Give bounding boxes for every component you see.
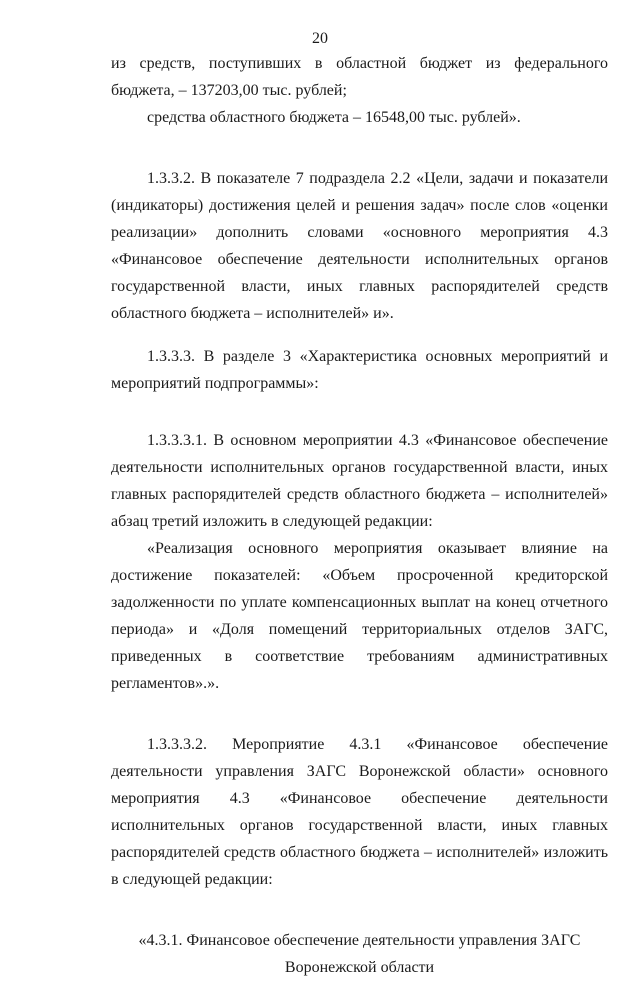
paragraph-budget-federal: из средств, поступивших в областной бюджет из федерального бюджета, – 137203,00 тыс. рублей; xyxy=(111,55,608,99)
paragraph-budget-regional: средства областного бюджета – 16548,00 тыс. рублей». xyxy=(147,109,521,126)
section-heading xyxy=(111,927,608,981)
page-number: 20 xyxy=(312,30,328,47)
paragraph-1-3-3-3-1: 1.3.3.3.1. В основном мероприятии 4.3 «Финансовое обеспечение деятельности исполнительных органов государственной власти, иных главных распорядителей средств областного бюджета – исполнителей» абзац третий изложить в следующей редакции: xyxy=(111,432,608,530)
document-body xyxy=(111,50,608,981)
paragraph-1-3-3-3-2: 1.3.3.3.2. Мероприятие 4.3.1 «Финансовое обеспечение деятельности управления ЗАГС Воронежской области» основного мероприятия 4.3 «Финансовое обеспечение деятельности исполнительных органов государственной власти, иных главных распорядителей средств областного бюджета – исполнителей» изложить в следующей редакции: xyxy=(111,736,608,888)
paragraph-1-3-3-3: 1.3.3.3. В разделе 3 «Характеристика основных мероприятий и мероприятий подпрограммы»: xyxy=(111,348,608,392)
paragraph-quote-implementation: «Реализация основного мероприятия оказывает влияние на достижение показателей: «Объем просроченной кредиторской задолженности по уплате компенсационных выплат на конец отчетного периода» и «Доля помещений территориальных отделов ЗАГС, приведенных в соответствие требованиям административных регламентов».». xyxy=(111,540,608,692)
heading-line-1: «4.3.1. Финансовое обеспечение деятельности управления ЗАГС xyxy=(138,932,581,949)
heading-line-2: Воронежской области xyxy=(284,959,435,976)
paragraph-1-3-3-2: 1.3.3.2. В показателе 7 подраздела 2.2 «Цели, задачи и показатели (индикаторы) достижения целей и решения задач» после слов «оценки реализации» дополнить словами «основного мероприятия 4.3 «Финансовое обеспечение деятельности исполнительных органов государственной власти, иных главных распорядителей средств областного бюджета – исполнителей» и». xyxy=(111,170,608,322)
